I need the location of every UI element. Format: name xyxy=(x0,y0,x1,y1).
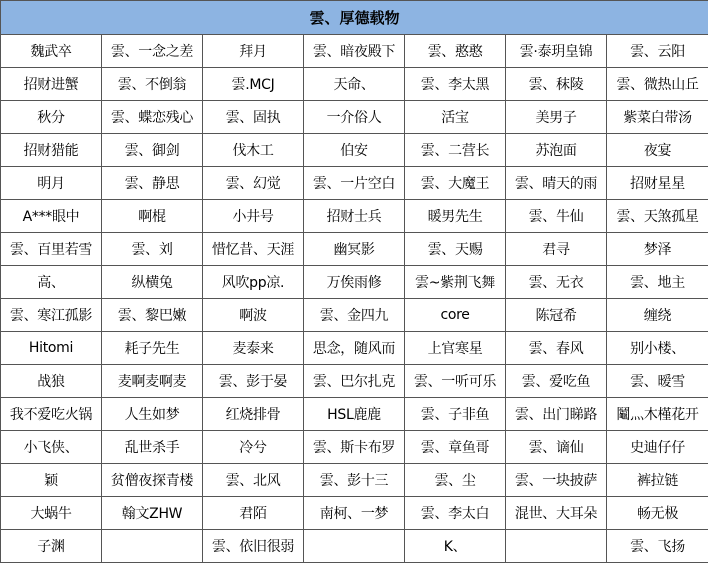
member-name-cell: 紫菜白带汤 xyxy=(607,101,708,134)
member-name-cell: 梦泽 xyxy=(607,233,708,266)
member-name-cell: 雲、飞扬 xyxy=(607,530,708,563)
table-row xyxy=(1,398,708,431)
member-name-cell: 思念，随风而 xyxy=(304,332,405,365)
member-name-cell: 惜忆昔、天涯 xyxy=(203,233,304,266)
member-name-cell: 招财星星 xyxy=(607,167,708,200)
member-name-cell: 雲、天赐 xyxy=(405,233,506,266)
member-name-cell: 天命、 xyxy=(304,68,405,101)
member-name-cell: 雲、尘 xyxy=(405,464,506,497)
member-name-cell: 雲、一片空白 xyxy=(304,167,405,200)
member-name-cell: 鬮灬木槿花开 xyxy=(607,398,708,431)
member-name-cell: 雲、一块披萨 xyxy=(506,464,607,497)
member-name-cell: 战狼 xyxy=(1,365,102,398)
member-name-cell: 一介俗人 xyxy=(304,101,405,134)
table-row xyxy=(1,299,708,332)
member-name-cell: 雲.MCJ xyxy=(203,68,304,101)
member-name-cell: 畅无极 xyxy=(607,497,708,530)
member-name-cell: 雲、寒江孤影 xyxy=(1,299,102,332)
member-name-cell: 拜月 xyxy=(203,35,304,68)
member-name-cell: 雲·泰玥皇锦 xyxy=(506,35,607,68)
member-name-cell: 君寻 xyxy=(506,233,607,266)
member-name-cell: 缠绕 xyxy=(607,299,708,332)
member-name-cell: 魏武卒 xyxy=(1,35,102,68)
member-name-cell: 雲、彭十三 xyxy=(304,464,405,497)
member-name-cell: 雲、爱吃鱼 xyxy=(506,365,607,398)
member-name-cell: 雲、不倒翁 xyxy=(102,68,203,101)
member-name-cell: 招财进蟹 xyxy=(1,68,102,101)
member-name-cell: 啊棍 xyxy=(102,200,203,233)
table-row xyxy=(1,365,708,398)
member-name-cell: 我不爱吃火锅 xyxy=(1,398,102,431)
member-name-cell: 麦泰来 xyxy=(203,332,304,365)
member-name-cell: 雲、微热山丘 xyxy=(607,68,708,101)
member-name-cell: 雲、子非鱼 xyxy=(405,398,506,431)
member-name-cell: 秋分 xyxy=(1,101,102,134)
member-name-cell: 贫僧夜探青楼 xyxy=(102,464,203,497)
member-name-cell: 红烧排骨 xyxy=(203,398,304,431)
member-name-cell: 雲、牛仙 xyxy=(506,200,607,233)
member-name-cell: 冷兮 xyxy=(203,431,304,464)
member-name-cell: 啊波 xyxy=(203,299,304,332)
table-row xyxy=(1,167,708,200)
member-name-cell: 人生如梦 xyxy=(102,398,203,431)
member-name-cell: 史迪仔仔 xyxy=(607,431,708,464)
member-name-cell: core xyxy=(405,299,506,332)
member-name-cell: 雲、出门睇路 xyxy=(506,398,607,431)
member-name-cell: 雲、巴尔扎克 xyxy=(304,365,405,398)
member-name-cell: 雲、暧雪 xyxy=(607,365,708,398)
member-name-cell xyxy=(102,530,203,563)
member-name-cell: 小飞侠、 xyxy=(1,431,102,464)
member-name-cell: 别小楼、 xyxy=(607,332,708,365)
member-name-cell: 夜宴 xyxy=(607,134,708,167)
member-name-cell: 雲、暗夜殿下 xyxy=(304,35,405,68)
member-name-cell: 雲、固执 xyxy=(203,101,304,134)
member-name-cell: 招财猎能 xyxy=(1,134,102,167)
member-name-cell: 雲、谪仙 xyxy=(506,431,607,464)
member-name-cell: 雲~紫荆飞舞 xyxy=(405,266,506,299)
table-row xyxy=(1,200,708,233)
member-name-cell: 雲、依旧很弱 xyxy=(203,530,304,563)
member-name-cell: 雲、秣陵 xyxy=(506,68,607,101)
member-name-cell: K、 xyxy=(405,530,506,563)
member-name-cell: 雲、一念之差 xyxy=(102,35,203,68)
member-name-cell: Hitomi xyxy=(1,332,102,365)
member-name-cell: 雲、晴天的雨 xyxy=(506,167,607,200)
table-title: 雲、厚德载物 xyxy=(1,1,708,35)
member-name-cell: 耗子先生 xyxy=(102,332,203,365)
member-name-cell: 高、 xyxy=(1,266,102,299)
table-row xyxy=(1,530,708,563)
member-name-cell: 陈冠希 xyxy=(506,299,607,332)
member-name-cell: 伐木工 xyxy=(203,134,304,167)
member-name-cell: 风吹pp凉. xyxy=(203,266,304,299)
member-name-cell: 雲、刘 xyxy=(102,233,203,266)
member-name-cell: 雲、北风 xyxy=(203,464,304,497)
member-name-cell: 大蜗牛 xyxy=(1,497,102,530)
table-row xyxy=(1,101,708,134)
member-name-cell: 幽冥影 xyxy=(304,233,405,266)
member-name-cell: 雲、黎巴嫩 xyxy=(102,299,203,332)
member-name-cell: 招财士兵 xyxy=(304,200,405,233)
member-name-cell xyxy=(506,530,607,563)
member-name-cell: HSL鹿鹿 xyxy=(304,398,405,431)
member-name-cell: 君陌 xyxy=(203,497,304,530)
title-row xyxy=(1,1,708,35)
member-name-cell: 南柯、一梦 xyxy=(304,497,405,530)
member-name-cell: 裤拉链 xyxy=(607,464,708,497)
table-row xyxy=(1,35,708,68)
member-name-cell: 雲、春风 xyxy=(506,332,607,365)
member-name-cell: 雲、御剑 xyxy=(102,134,203,167)
member-name-cell: 明月 xyxy=(1,167,102,200)
member-name-cell: 上官寒星 xyxy=(405,332,506,365)
member-name-cell: 雲、李太白 xyxy=(405,497,506,530)
table-row xyxy=(1,332,708,365)
member-name-cell: 雲、地主 xyxy=(607,266,708,299)
member-name-cell: 麦啊麦啊麦 xyxy=(102,365,203,398)
member-name-cell: 雲、章鱼哥 xyxy=(405,431,506,464)
member-name-cell: 雲、二营长 xyxy=(405,134,506,167)
member-name-cell: 雲、无衣 xyxy=(506,266,607,299)
member-name-cell: 万俟雨修 xyxy=(304,266,405,299)
member-name-cell: 小井号 xyxy=(203,200,304,233)
member-name-cell: 雲、云阳 xyxy=(607,35,708,68)
member-name-cell: 雲、静思 xyxy=(102,167,203,200)
table-row xyxy=(1,68,708,101)
member-name-cell: 纵横兔 xyxy=(102,266,203,299)
member-name-cell: 暖男先生 xyxy=(405,200,506,233)
table-row xyxy=(1,497,708,530)
table-row xyxy=(1,431,708,464)
member-name-cell: 雲、百里若雪 xyxy=(1,233,102,266)
member-name-cell: 雲、天煞孤星 xyxy=(607,200,708,233)
member-name-cell: 活宝 xyxy=(405,101,506,134)
member-name-cell: 雲、金四九 xyxy=(304,299,405,332)
table-row xyxy=(1,134,708,167)
member-name-cell: 子渊 xyxy=(1,530,102,563)
member-name-cell: A***眼中 xyxy=(1,200,102,233)
member-name-cell: 雲、憨憨 xyxy=(405,35,506,68)
member-name-cell: 翰文ZHW xyxy=(102,497,203,530)
member-name-cell: 乱世杀手 xyxy=(102,431,203,464)
table-row xyxy=(1,464,708,497)
member-name-cell: 雲、彭于晏 xyxy=(203,365,304,398)
member-name-cell: 美男子 xyxy=(506,101,607,134)
member-name-cell: 雲、蝶恋残心 xyxy=(102,101,203,134)
table-row xyxy=(1,266,708,299)
member-name-cell: 雲、大魔王 xyxy=(405,167,506,200)
member-name-cell: 苏泡面 xyxy=(506,134,607,167)
member-name-cell: 雲、斯卡布罗 xyxy=(304,431,405,464)
member-name-cell: 雲、一听可乐 xyxy=(405,365,506,398)
member-name-cell: 颖 xyxy=(1,464,102,497)
member-name-cell: 雲、李太黑 xyxy=(405,68,506,101)
member-name-cell: 伯安 xyxy=(304,134,405,167)
member-table-body xyxy=(1,35,708,563)
member-name-cell xyxy=(304,530,405,563)
member-name-cell: 雲、幻觉 xyxy=(203,167,304,200)
table-row xyxy=(1,233,708,266)
member-name-cell: 混世、大耳朵 xyxy=(506,497,607,530)
